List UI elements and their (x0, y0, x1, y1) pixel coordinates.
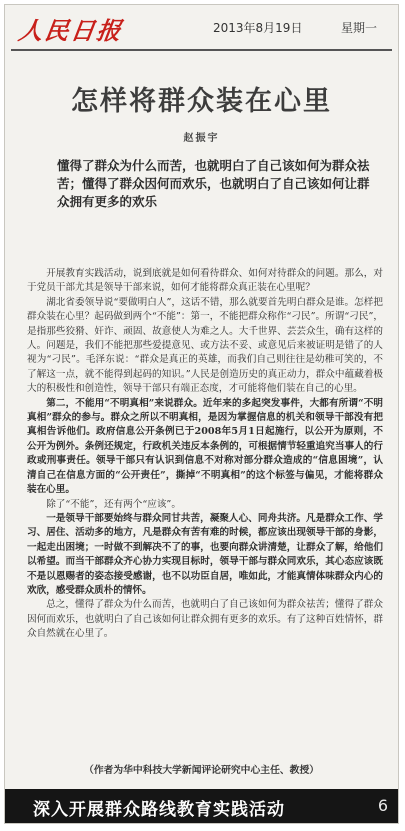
banner-text: 深入开展群众路线教育实践活动 (33, 800, 285, 820)
article-byline: 赵振宇 (183, 133, 220, 144)
body-paragraph: 湖北省委领导说“要做明白人”，这话不错，那么就要首先明白群众是谁。怎样把群众装在心里？起码做到两个“不能”：第一，不能把群众称作“刁民”。所谓“刁民”，是指那些狡猾、奸诈、顽固、故意使人为难之人。大千世界、芸芸众生，确有这样的人。问题是，我们不能把那些爱提意见、或方法不妥、或意见后来被证明是错了的人视为“刁民”。毛泽东说：“群众是真正的英雄，而我们自己则往往是幼稚可笑的，不了解这一点，就不能得到起码的知识。”人民是创造历史的真正动力，群众中蕴藏着极大的积极性和创造性，领导干部只有端正态度，才可能将他们装在自己的心里。 (27, 296, 383, 395)
author-note: （作者为华中科技大学新闻评论研究中心主任、教授） (83, 765, 320, 776)
article-lead: 懂得了群众为什么而苦，也就明白了自己该如何为群众祛苦；懂得了群众因何而欢乐，也就明白了自己该如何让群众拥有更多的欢乐 (57, 158, 370, 209)
body-paragraph: 一是领导干部要始终与群众同甘共苦，凝聚人心、同舟共济。凡是群众工作、学习、居住、活动多的地方，凡是群众有苦有难的时候，都应该出现领导干部的身影，一起走出困境；一时做不到解决不了的事，也要向群众讲清楚，让群众了解，给他们以希望。而当干部群众齐心协力实现目标时，领导干部与群众同欢乐，其心态应该既不是以恩赐者的姿态接受感谢，也不以功臣自居，唯如此，才能真情体味群众内心的欢欣，感受群众质朴的情怀。 (27, 512, 383, 596)
issue-date: 2013年8月19日 (213, 21, 303, 35)
body-paragraph: 总之，懂得了群众为什么而苦，也就明白了自己该如何为群众祛苦；懂得了群众因何而欢乐，也就明白了自己该如何让群众拥有更多的欢乐。有了这种百姓情怀，群众自然就在心里了。 (27, 599, 383, 640)
body-paragraph: 除了“不能”，还有两个“应该”。 (46, 498, 181, 510)
article-headline: 怎样将群众装在心里 (71, 86, 332, 117)
newspaper-clipping (4, 4, 399, 824)
article-body (27, 267, 383, 642)
body-paragraph: 第二，不能用“不明真相”来说群众。近年来的多起突发事件，大都有所谓“不明真相”群众的参与。群众之所以不明真相，是因为掌握信息的机关和领导干部没有把真相告诉他们。政府信息公开条例已于2008年5月1日起施行，以公开为原则，不公开为例外。条例还规定，行政机关违反本条例的，可根据情节轻重追究当事人的行政或刑事责任。领导干部只有认识到信息不对称对部分群众造成的“信息困境”，认清自己在信息方面的“公开责任”，撕掉“不明真相”的这个标签与偏见，才能将群众装在心里。 (27, 397, 383, 496)
masthead-divider (11, 49, 392, 51)
body-paragraph: 开展教育实践活动，说到底就是如何看待群众、如何对待群众的问题。那么，对于党员干部尤其是领导干部来说，如何才能将群众真正装在心里呢？ (27, 268, 383, 294)
masthead (5, 5, 398, 49)
campaign-banner (5, 789, 398, 823)
issue-weekday: 星期一 (341, 21, 378, 35)
newspaper-logo: 人民日报 (16, 16, 125, 45)
page-number: 6 (377, 796, 388, 815)
